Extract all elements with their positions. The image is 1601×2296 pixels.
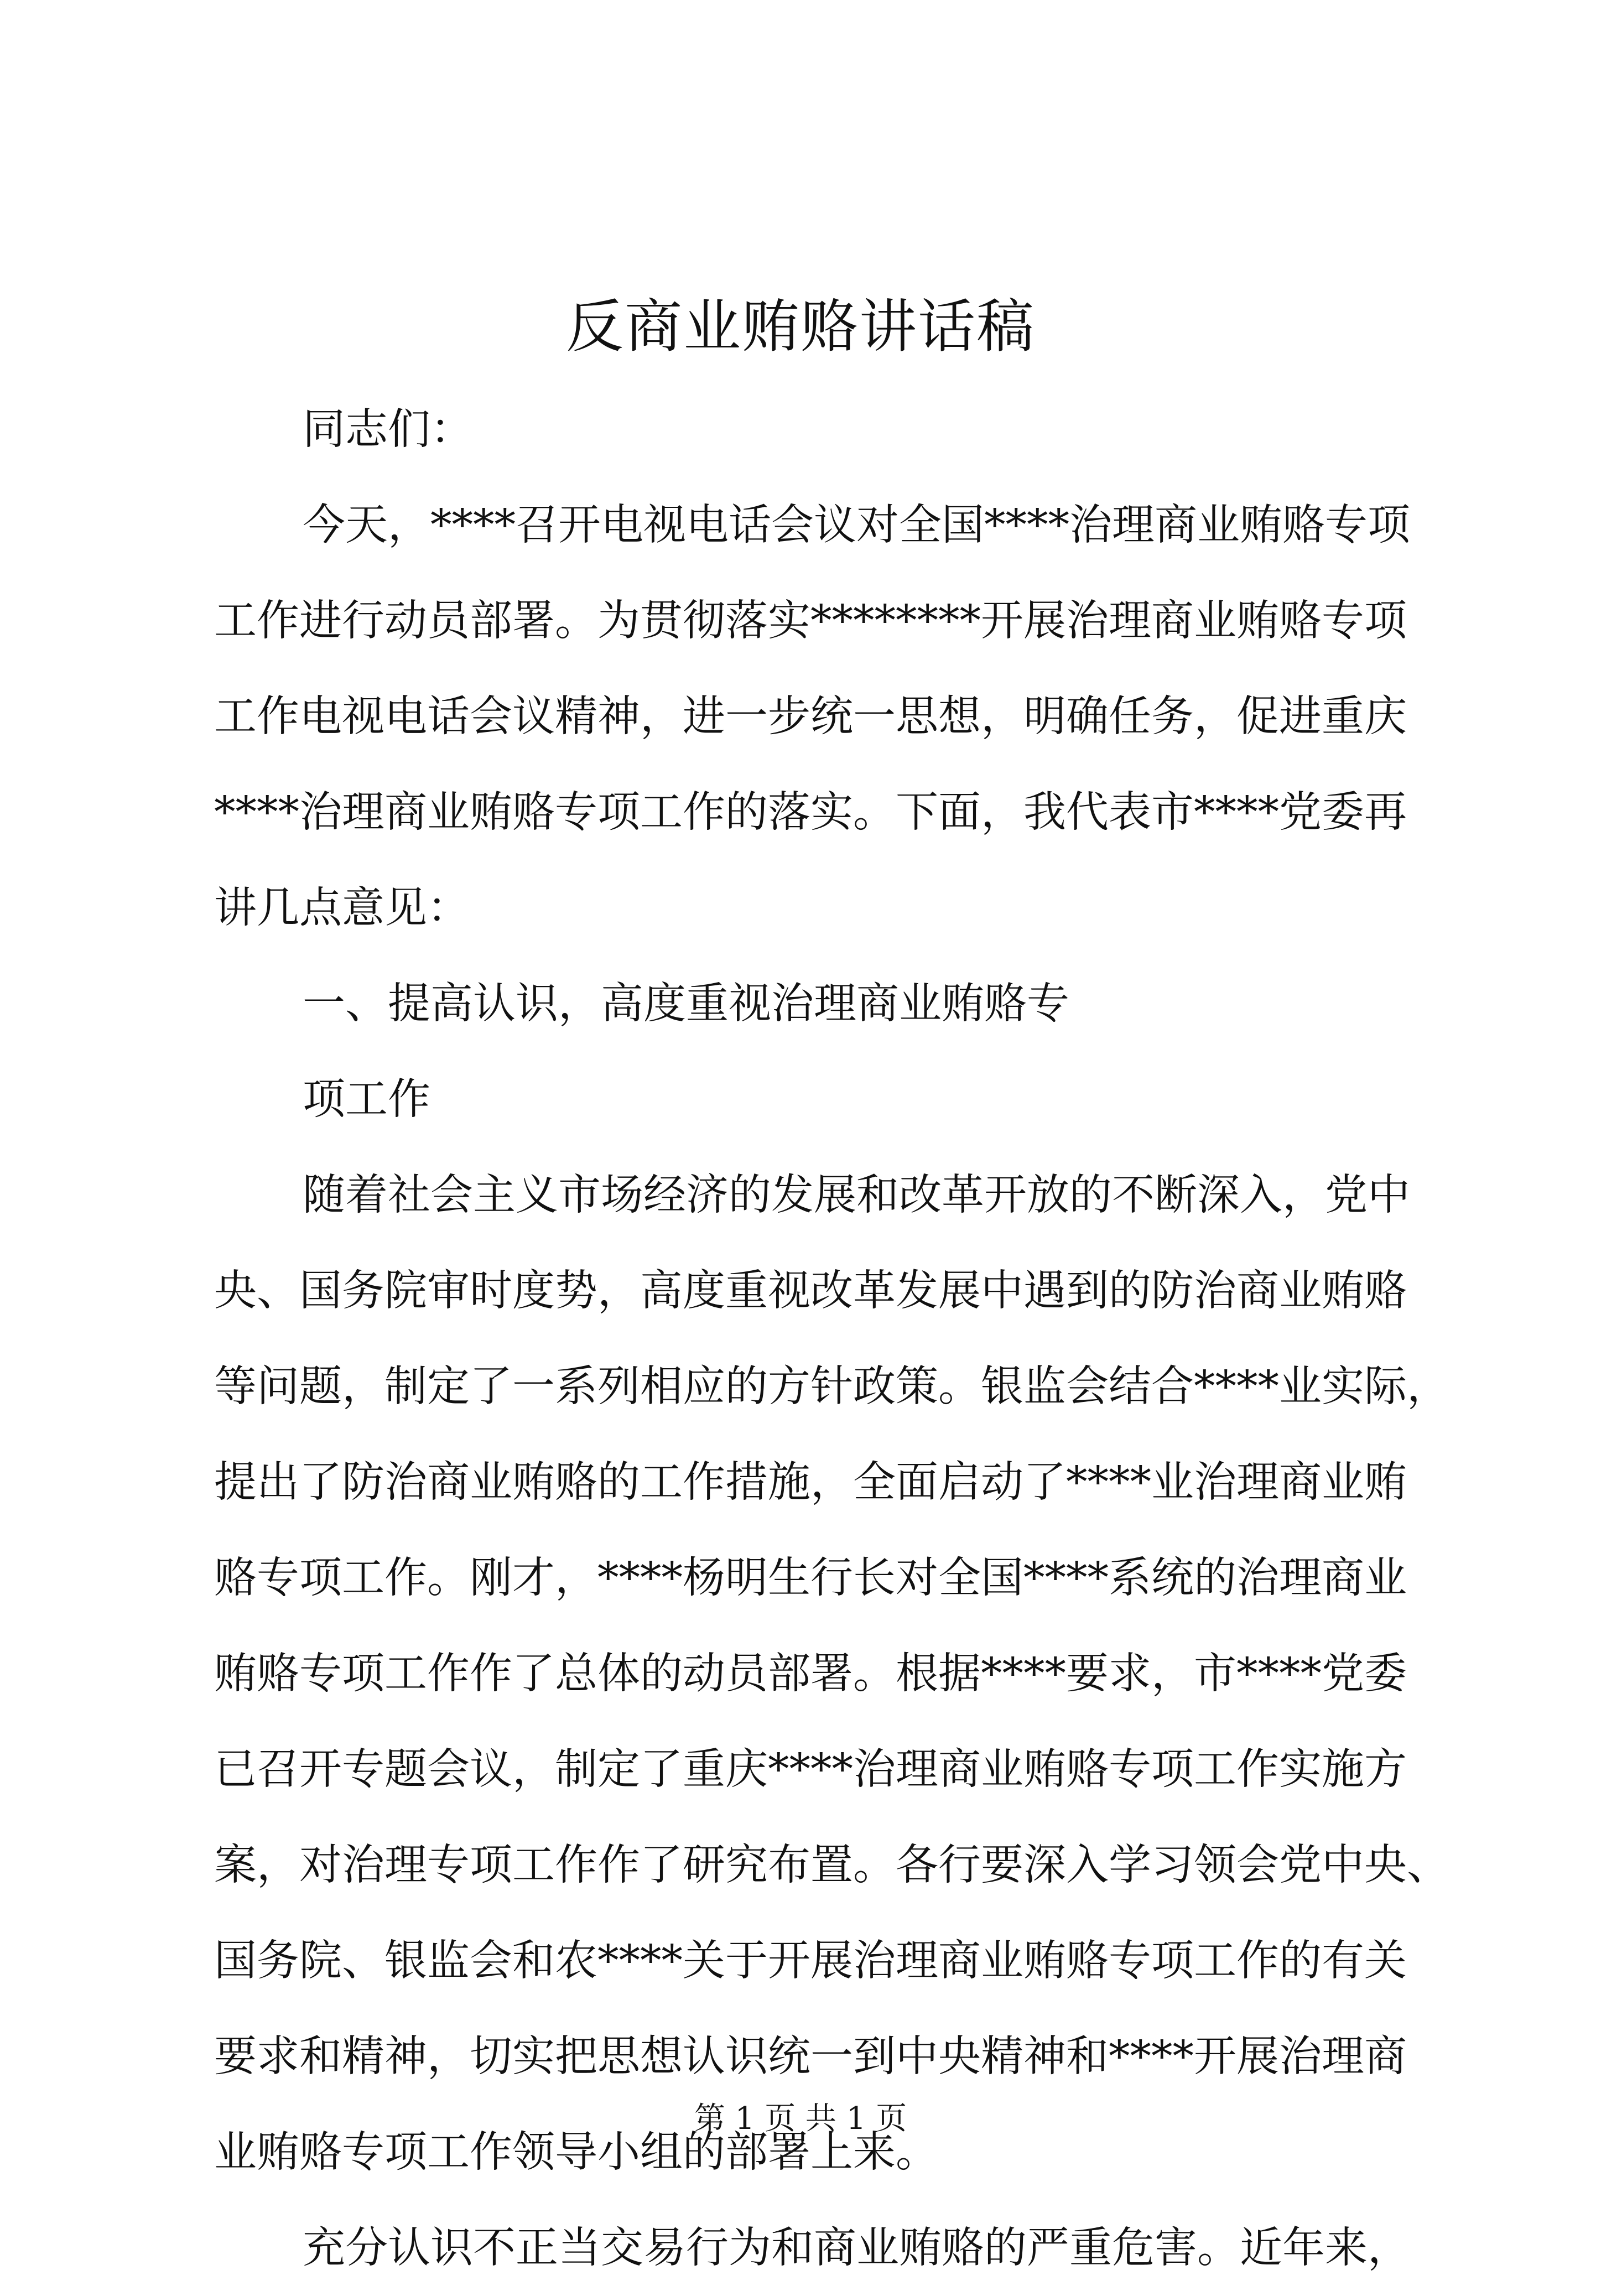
body-line: 要求和精神，切实把思想认识统一到中央精神和****开展治理商 bbox=[214, 2032, 1407, 2081]
body-line: 国务院、银监会和农****关于开展治理商业贿赂专项工作的有关 bbox=[214, 1936, 1407, 1986]
body-line: 已召开专题会议，制定了重庆****治理商业贿赂专项工作实施方 bbox=[214, 1745, 1407, 1794]
body-line: 赂专项工作。刚才，****杨明生行长对全国****系统的治理商业 bbox=[214, 1554, 1407, 1603]
document-body bbox=[214, 382, 1449, 2296]
section-heading-line: 一、提高认识，高度重视治理商业贿赂专 bbox=[303, 979, 1069, 1028]
body-line: 讲几点意见： bbox=[214, 884, 470, 933]
salutation: 同志们： bbox=[303, 405, 473, 454]
body-line: 提出了防治商业贿赂的工作措施，全面启动了****业治理商业贿 bbox=[214, 1458, 1407, 1507]
body-line: ****治理商业贿赂专项工作的落实。下面，我代表市****党委再 bbox=[214, 788, 1407, 837]
body-line: 工作进行动员部署。为贯彻落实********开展治理商业贿赂专项 bbox=[214, 596, 1407, 646]
section-heading-line: 项工作 bbox=[303, 1075, 430, 1124]
document-title: 反商业贿赂讲话稿 bbox=[565, 293, 1035, 360]
body-line: 央、国务院审时度势，高度重视改革发展中遇到的防治商业贿赂 bbox=[214, 1266, 1407, 1316]
body-line: 工作电视电话会议精神，进一步统一思想，明确任务，促进重庆 bbox=[214, 692, 1407, 741]
body-line: 等问题，制定了一系列相应的方针政策。银监会结合****业实际， bbox=[214, 1362, 1449, 1411]
body-line: 业贿赂专项工作领导小组的部署上来。 bbox=[214, 2128, 938, 2177]
body-line: 今天，****召开电视电话会议对全国****治理商业贿赂专项 bbox=[303, 501, 1410, 550]
body-line: 贿赂专项工作作了总体的动员部署。根据****要求，市****党委 bbox=[214, 1649, 1407, 1698]
body-line: 充分认识不正当交易行为和商业贿赂的严重危害。近年来， bbox=[303, 2224, 1410, 2273]
page-footer: 第 1 页 共 1 页 bbox=[694, 2101, 907, 2137]
body-line: 随着社会主义市场经济的发展和改革开放的不断深入，党中 bbox=[303, 1171, 1410, 1220]
body-line: 案，对治理专项工作作了研究布置。各行要深入学习领会党中央、 bbox=[214, 1841, 1449, 1890]
